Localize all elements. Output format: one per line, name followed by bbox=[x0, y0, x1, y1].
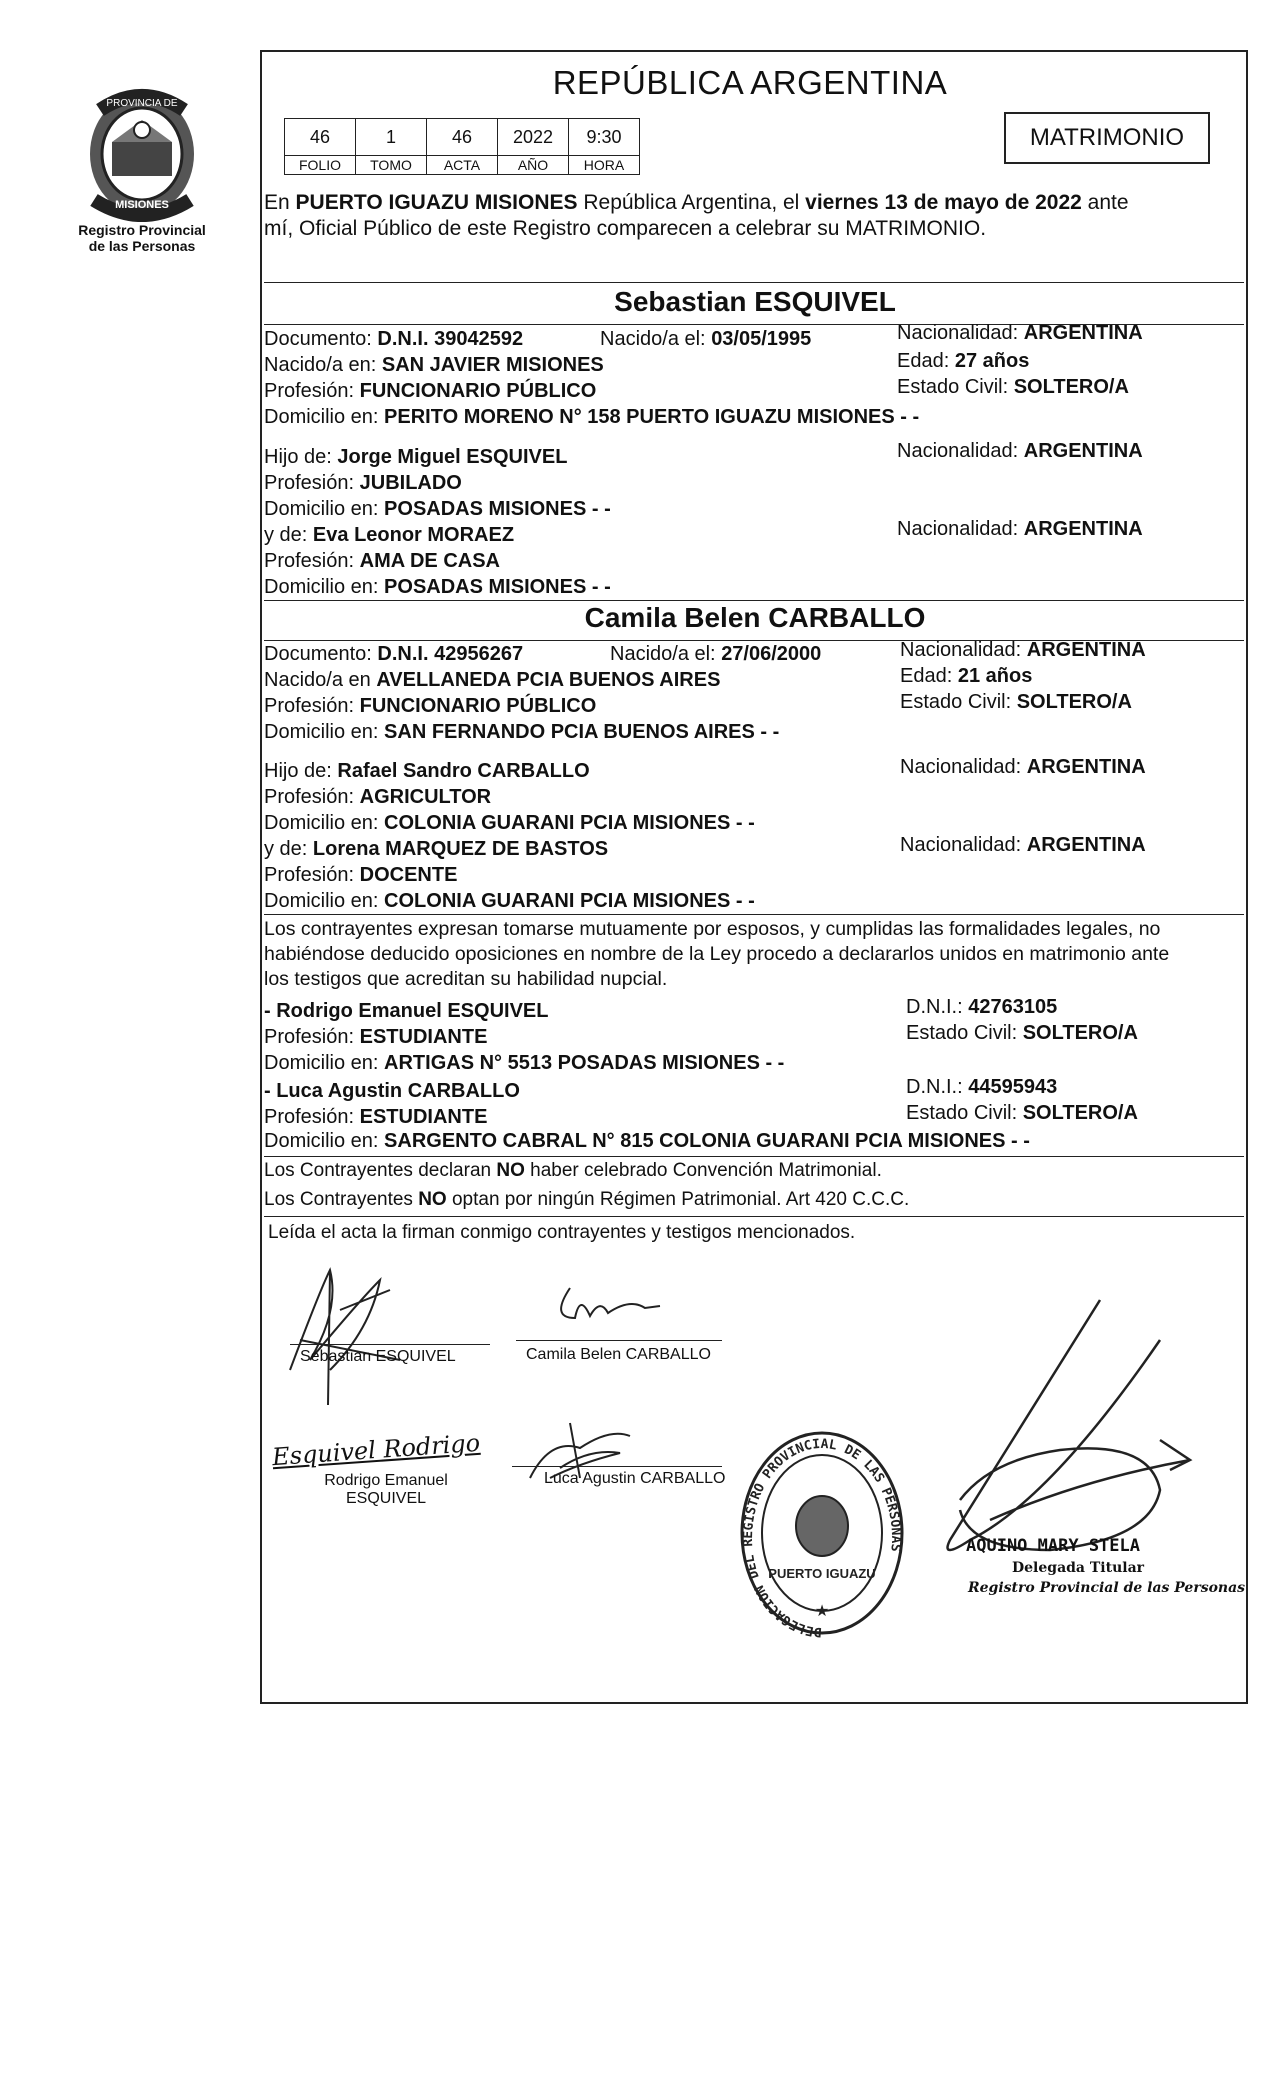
declaration-line1: Los contrayentes expresan tomarse mutuamente por esposos, y cumplidas las formalidades legales, no bbox=[264, 918, 1161, 940]
officer-signature-scribble bbox=[930, 1260, 1240, 1560]
record-type-box: MATRIMONIO bbox=[1004, 112, 1210, 164]
spouse2-birthplace: Nacido/a en AVELLANEDA PCIA BUENOS AIRES bbox=[264, 669, 721, 691]
intro-place: PUERTO IGUAZU MISIONES bbox=[295, 191, 578, 214]
spouse2-mother: y de: Lorena MARQUEZ DE BASTOS bbox=[264, 838, 609, 860]
signature-line bbox=[516, 1340, 722, 1341]
spouse1-birthdate: Nacido/a el: 03/05/1995 bbox=[600, 328, 812, 350]
spouse2-father-nationality: Nacionalidad: ARGENTINA bbox=[900, 756, 1146, 778]
hora-value: 9:30 bbox=[569, 119, 640, 156]
signature-line bbox=[512, 1466, 722, 1467]
stamp-text: DELEGACION DEL REGISTRO PROVINCIAL DE LAS PERSONAS bbox=[740, 1436, 904, 1640]
spouse2-age: Edad: 21 años bbox=[900, 665, 1033, 687]
intro-line1: En PUERTO IGUAZU MISIONES República Argentina, el viernes 13 de mayo de 2022 ante bbox=[264, 191, 1129, 214]
spouse1-birthplace: Nacido/a en: SAN JAVIER MISIONES bbox=[264, 354, 604, 376]
spouse1-name: Sebastian ESQUIVEL bbox=[614, 286, 896, 317]
witness2-profession: Profesión: ESTUDIANTE bbox=[264, 1106, 488, 1128]
record-number-table bbox=[284, 118, 640, 175]
divider bbox=[264, 600, 1244, 601]
witness1-profession: Profesión: ESTUDIANTE bbox=[264, 1026, 488, 1048]
spouse1-mother-profession: Profesión: AMA DE CASA bbox=[264, 550, 500, 572]
officer-organization: Registro Provincial de las Personas bbox=[968, 1580, 1246, 1596]
signature-line bbox=[290, 1344, 490, 1345]
spouse1-father-profession: Profesión: JUBILADO bbox=[264, 472, 462, 494]
witness2-name: - Luca Agustin CARBALLO bbox=[264, 1080, 520, 1102]
divider bbox=[264, 914, 1244, 915]
spouse1-document: Documento: D.N.I. 39042592 bbox=[264, 328, 524, 350]
spouse2-father: Hijo de: Rafael Sandro CARBALLO bbox=[264, 760, 590, 782]
spouse1-address: Domicilio en: PERITO MORENO N° 158 PUERTO IGUAZU MISIONES - - bbox=[264, 406, 920, 428]
divider bbox=[264, 1216, 1244, 1217]
registro-provincial-seal bbox=[72, 82, 212, 222]
folio-label: FOLIO bbox=[285, 156, 356, 175]
signature-sebastian-name: Sebastian ESQUIVEL bbox=[300, 1348, 456, 1365]
witness2-address: Domicilio en: SARGENTO CABRAL N° 815 COLONIA GUARANI PCIA MISIONES - - bbox=[264, 1130, 1030, 1152]
stamp-inner-text: PUERTO IGUAZU bbox=[768, 1566, 876, 1581]
spouse2-mother-profession: Profesión: DOCENTE bbox=[264, 864, 458, 886]
spouse1-nationality: Nacionalidad: ARGENTINA bbox=[897, 322, 1143, 344]
acta-value: 46 bbox=[427, 119, 498, 156]
spouse2-nationality: Nacionalidad: ARGENTINA bbox=[900, 639, 1146, 661]
official-stamp bbox=[732, 1418, 912, 1648]
signature-camila-scribble bbox=[550, 1278, 670, 1338]
folio-value: 46 bbox=[285, 119, 356, 156]
spouse2-father-address: Domicilio en: COLONIA GUARANI PCIA MISIONES - - bbox=[264, 812, 755, 834]
logo-caption-line1: Registro Provincial bbox=[78, 222, 206, 238]
spouse1-father: Hijo de: Jorge Miguel ESQUIVEL bbox=[264, 446, 568, 468]
witness1-address: Domicilio en: ARTIGAS N° 5513 POSADAS MISIONES - - bbox=[264, 1052, 785, 1074]
ano-label: AÑO bbox=[498, 156, 569, 175]
signature-luca-name: Luca Agustin CARBALLO bbox=[544, 1470, 726, 1487]
spouse2-name: Camila Belen CARBALLO bbox=[584, 602, 926, 633]
tomo-label: TOMO bbox=[356, 156, 427, 175]
acta-label: ACTA bbox=[427, 156, 498, 175]
spouse1-age: Edad: 27 años bbox=[897, 350, 1030, 372]
spouse2-father-profession: Profesión: AGRICULTOR bbox=[264, 786, 492, 808]
read-statement: Leída el acta la firman conmigo contrayentes y testigos mencionados. bbox=[268, 1222, 856, 1243]
spouse2-birthdate: Nacido/a el: 27/06/2000 bbox=[610, 643, 822, 665]
hora-label: HORA bbox=[569, 156, 640, 175]
divider bbox=[264, 1156, 1244, 1157]
spouse1-civil-status: Estado Civil: SOLTERO/A bbox=[897, 376, 1129, 398]
witness2-civil-status: Estado Civil: SOLTERO/A bbox=[906, 1102, 1138, 1124]
ano-value: 2022 bbox=[498, 119, 569, 156]
witness1-civil-status: Estado Civil: SOLTERO/A bbox=[906, 1022, 1138, 1044]
spouse2-mother-address: Domicilio en: COLONIA GUARANI PCIA MISIONES - - bbox=[264, 890, 755, 912]
spouse2-document: Documento: D.N.I. 42956267 bbox=[264, 643, 524, 665]
logo-caption bbox=[62, 222, 222, 254]
declaration-line2: habiéndose deducido oposiciones en nombre de la Ley procedo a declararlos unidos en matrimonio ante bbox=[264, 943, 1170, 965]
declaration-line3: los testigos que acreditan su habilidad nupcial. bbox=[264, 968, 668, 990]
spouse2-profession: Profesión: FUNCIONARIO PÚBLICO bbox=[264, 695, 597, 717]
spouse1-mother: y de: Eva Leonor MORAEZ bbox=[264, 524, 515, 546]
signature-sebastian-scribble bbox=[270, 1250, 440, 1410]
tomo-value: 1 bbox=[356, 119, 427, 156]
signature-rodrigo-name: Rodrigo Emanuel ESQUIVEL bbox=[324, 1472, 448, 1507]
spouse1-mother-address: Domicilio en: POSADAS MISIONES - - bbox=[264, 576, 611, 598]
spouse2-mother-nationality: Nacionalidad: ARGENTINA bbox=[900, 834, 1146, 856]
spouse1-father-address: Domicilio en: POSADAS MISIONES - - bbox=[264, 498, 611, 520]
spouse1-father-nationality: Nacionalidad: ARGENTINA bbox=[897, 440, 1143, 462]
signature-rodrigo-handwriting: Esquivel Rodrigo bbox=[271, 1428, 481, 1472]
witness1-name: - Rodrigo Emanuel ESQUIVEL bbox=[264, 1000, 549, 1022]
intro-line2: mí, Oficial Público de este Registro comparecen a celebrar su MATRIMONIO. bbox=[264, 217, 987, 240]
logo-caption-line2: de las Personas bbox=[88, 238, 196, 254]
spouse2-address: Domicilio en: SAN FERNANDO PCIA BUENOS AIRES - - bbox=[264, 721, 780, 743]
signature-camila-name: Camila Belen CARBALLO bbox=[526, 1346, 711, 1363]
document-title: REPÚBLICA ARGENTINA bbox=[552, 64, 948, 101]
regime-line1: Los Contrayentes declaran NO haber celebrado Convención Matrimonial. bbox=[264, 1160, 882, 1181]
divider bbox=[264, 282, 1244, 283]
seal-text-bottom: MISIONES bbox=[115, 199, 169, 211]
seal-text-top: PROVINCIA DE bbox=[106, 98, 178, 109]
witness1-dni: D.N.I.: 42763105 bbox=[906, 996, 1058, 1018]
witness2-dni: D.N.I.: 44595943 bbox=[906, 1076, 1058, 1098]
spouse1-profession: Profesión: FUNCIONARIO PÚBLICO bbox=[264, 380, 597, 402]
spouse1-mother-nationality: Nacionalidad: ARGENTINA bbox=[897, 518, 1143, 540]
officer-name: AQUINO MARY STELA bbox=[966, 1536, 1140, 1556]
officer-title: Delegada Titular bbox=[1012, 1560, 1145, 1576]
intro-date: viernes 13 de mayo de 2022 bbox=[805, 191, 1082, 214]
spouse2-civil-status: Estado Civil: SOLTERO/A bbox=[900, 691, 1132, 713]
regime-line2: Los Contrayentes NO optan por ningún Régimen Patrimonial. Art 420 C.C.C. bbox=[264, 1189, 910, 1210]
svg-text:★: ★ bbox=[814, 1603, 830, 1620]
